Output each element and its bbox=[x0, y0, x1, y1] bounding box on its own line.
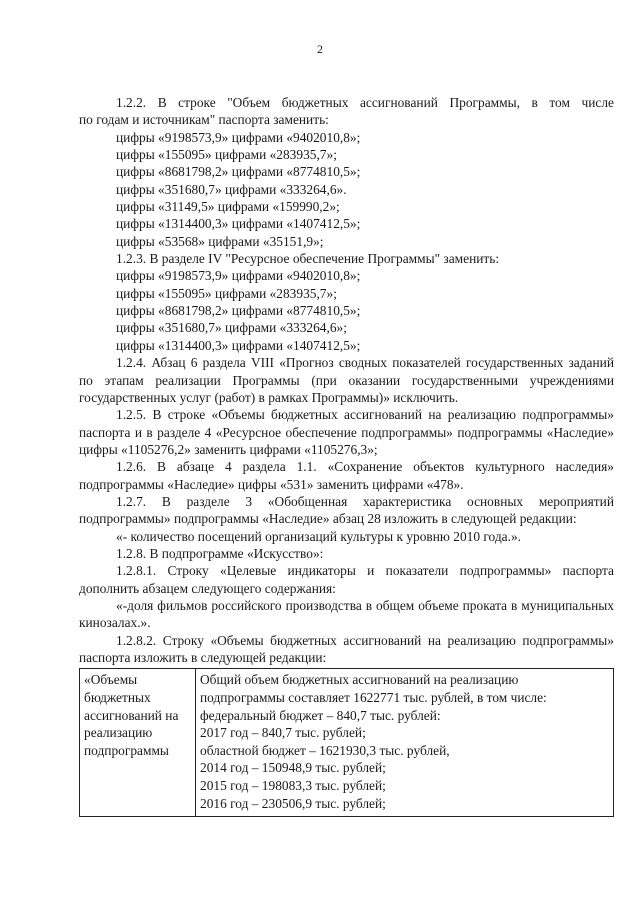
page-number: 2 bbox=[317, 42, 323, 56]
value-line: 2014 год – 150948,9 тыс. рублей; bbox=[200, 760, 386, 776]
replacement-line: цифры «31149,5» цифрами «159990,2»; bbox=[116, 199, 340, 215]
replacement-line: цифры «351680,7» цифрами «333264,6»; bbox=[116, 320, 347, 336]
value-line: 2017 год – 840,7 тыс. рублей; bbox=[200, 725, 366, 741]
value-line: 2015 год – 198083,3 тыс. рублей; bbox=[200, 777, 386, 793]
item-1-2-4: 1.2.4. Абзац 6 раздела VIII «Прогноз сводных показателей государственных заданий по этапам реализации Программы (при оказании государственными учреждениями государственных услуг (работ) в рамках Программы)» исключить. bbox=[79, 355, 614, 405]
value-line: Общий объем бюджетных ассигнований на реализацию bbox=[200, 672, 519, 688]
item-1-2-2-line2: по годам и источникам" паспорта заменить: bbox=[79, 112, 329, 128]
item-1-2-2-replacements bbox=[79, 129, 614, 250]
passport-table bbox=[79, 668, 614, 817]
replacement-line: цифры «9198573,9» цифрами «9402010,8»; bbox=[116, 268, 361, 284]
replacement-line: цифры «155095» цифрами «283935,7»; bbox=[116, 285, 337, 301]
replacement-line: цифры «9198573,9» цифрами «9402010,8»; bbox=[116, 129, 361, 145]
replacement-line: цифры «8681798,2» цифрами «8774810,5»; bbox=[116, 303, 361, 319]
document-body bbox=[79, 94, 614, 817]
item-1-2-8-1: 1.2.8.1. Строку «Целевые индикаторы и показатели подпрограммы» паспорта дополнить абзацем следующего содержания: bbox=[79, 563, 614, 596]
row-header-cell bbox=[80, 669, 196, 817]
replacement-line: цифры «351680,7» цифрами «333264,6». bbox=[116, 181, 347, 197]
value-line: 2016 год – 230506,9 тыс. рублей; bbox=[200, 795, 386, 811]
replacement-line: цифры «1314400,3» цифрами «1407412,5»; bbox=[116, 216, 361, 232]
item-1-2-3-line1: 1.2.3. В разделе IV "Ресурсное обеспечение Программы" заменить: bbox=[116, 251, 500, 267]
item-1-2-5: 1.2.5. В строке «Объемы бюджетных ассигнований на реализацию подпрограммы» паспорта и в разделе 4 «Ресурсное обеспечение подпрограммы» подпрограммы «Наследие» цифры «1105276,2» заменить цифрами «1105276,3»; bbox=[79, 407, 614, 457]
item-1-2-3-replacements bbox=[79, 267, 614, 354]
item-1-2-8-1-quote: «-доля фильмов российского производства в общем объеме проката в муниципальных кинозалах.». bbox=[79, 597, 614, 631]
item-1-2-8-2: 1.2.8.2. Строку «Объемы бюджетных ассигнований на реализацию подпрограммы» паспорта изложить в следующей редакции: bbox=[79, 632, 614, 665]
item-1-2-2-line1: 1.2.2. В строке "Объем бюджетных ассигнований Программы, в том числе bbox=[116, 95, 614, 110]
replacement-line: цифры «155095» цифрами «283935,7»; bbox=[116, 147, 337, 163]
row-value-cell bbox=[196, 669, 614, 817]
value-line: областной бюджет – 1621930,3 тыс. рублей, bbox=[200, 742, 450, 758]
item-1-2-8: 1.2.8. В подпрограмме «Искусство»: bbox=[116, 545, 324, 561]
replacement-line: цифры «8681798,2» цифрами «8774810,5»; bbox=[116, 164, 361, 180]
table-row bbox=[80, 669, 614, 817]
value-line: федеральный бюджет – 840,7 тыс. рублей: bbox=[200, 707, 441, 723]
item-1-2-7-quote: «- количество посещений организаций культуры к уровню 2010 года.». bbox=[116, 528, 521, 544]
value-line: подпрограммы составляет 1622771 тыс. рублей, в том числе: bbox=[200, 689, 547, 705]
row-header-line: реализацию bbox=[84, 725, 153, 741]
row-header-line: ассигнований на bbox=[84, 707, 179, 723]
row-header-line: бюджетных bbox=[84, 689, 151, 705]
item-1-2-7: 1.2.7. В разделе 3 «Обобщенная характеристика основных мероприятий подпрограммы» подпрограммы «Наследие» абзац 28 изложить в следующей редакции: bbox=[79, 493, 614, 527]
replacement-line: цифры «53568» цифрами «35151,9»; bbox=[116, 233, 324, 249]
item-1-2-6: 1.2.6. В абзаце 4 раздела 1.1. «Сохранение объектов культурного наследия» подпрограммы «Наследие» цифры «531» заменить цифрами «478». bbox=[79, 459, 614, 492]
replacement-line: цифры «1314400,3» цифрами «1407412,5»; bbox=[116, 337, 361, 353]
row-header-line: подпрограммы bbox=[84, 742, 169, 758]
row-header-line: «Объемы bbox=[84, 672, 138, 688]
